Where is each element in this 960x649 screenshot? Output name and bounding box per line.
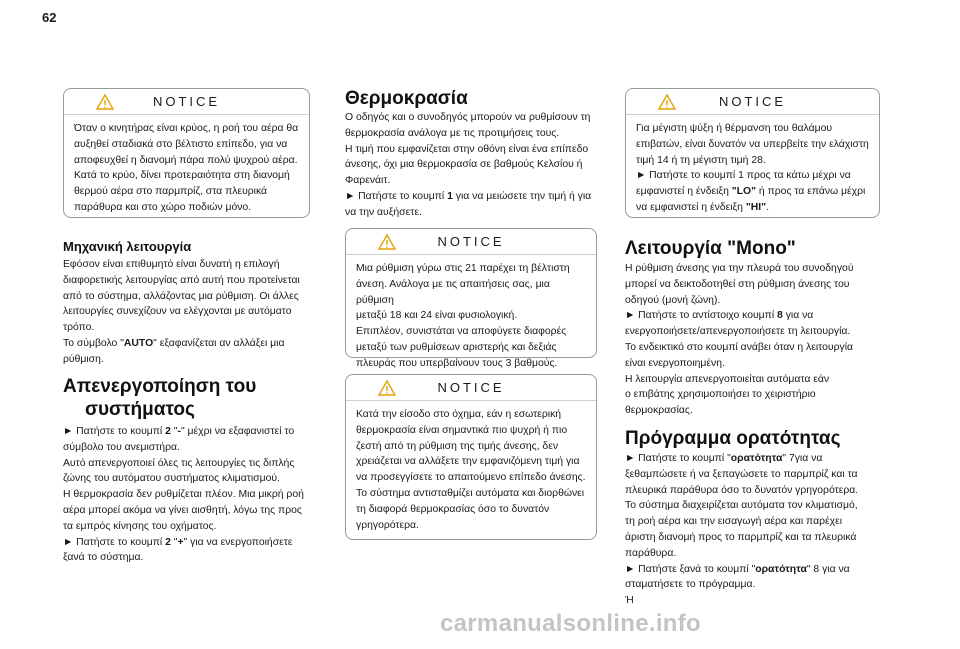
notice-text (356, 407, 586, 533)
notice-text (74, 121, 299, 216)
text-span: " εξαφανίζεται αν αλλάξει μια (153, 337, 285, 349)
text-line: θερμού αέρα στο παρμπρίζ, στα πλευρικά (74, 186, 268, 198)
text-line: ζεστή από τη ρύθμιση της τιμής άνεσης, δεν (356, 440, 559, 452)
notice-title: NOTICE (152, 94, 221, 109)
text-line (63, 535, 323, 551)
text-line: επιβατών, είναι δυνατόν να υπερβείτε την ελάχιστη (636, 138, 869, 150)
text-line: σταματήσετε το πρόγραμμα. (625, 579, 756, 591)
text-span: " (170, 426, 178, 437)
auto-label: AUTO (123, 337, 154, 349)
text-span: " 7για να (782, 453, 823, 464)
text-line: ενεργοποιήσετε/απενεργοποιήσετε τη λειτουργία. (625, 326, 851, 338)
text-line: τη διαφορά θερμοκρασίας όσο το δυνατόν (356, 503, 550, 515)
text-line: μεταξύ των ρυθμίσεων αριστερής και δεξιάς (356, 341, 557, 353)
text-line: ρύθμιση. (63, 353, 104, 365)
text-span: ► Πατήστε ξανά το κουμπί " (625, 563, 756, 575)
text-line: άριστη διανομή προς το παρμπρίζ και τα πλευρικά (625, 531, 857, 543)
deactivation-text (63, 424, 323, 566)
text-line (636, 184, 869, 200)
text-line: ξανά το σύστημα. (63, 552, 144, 564)
text-line: άνεσης, όχι μια θερμοκρασία σε βαθμούς Κελσίου ή (345, 159, 583, 171)
text-span: ► Πατήστε το κουμπί (345, 190, 448, 202)
heading-line: Απενεργοποίηση του (63, 376, 257, 397)
text-line (636, 200, 869, 216)
text-span: για να (782, 310, 814, 322)
warning-triangle-icon (658, 94, 676, 110)
text-line: από το σύστημα, αλλάζοντας μια ρύθμιση. Οι άλλες (63, 290, 299, 302)
text-line: άνεση. Ανάλογα με τις απαιτήσεις σας, μια ρύθμιση (356, 278, 550, 306)
text-line: μεταξύ 18 και 24 είναι φυσιολογική. (356, 310, 518, 322)
notice-text (636, 121, 869, 216)
watermark: carmanualsonline.info (440, 610, 702, 637)
text-line: τρόπο. (63, 322, 95, 334)
text-span: ► Πατήστε το κουμπί (63, 426, 166, 437)
plus-ref: + (177, 536, 184, 548)
text-line (345, 189, 605, 205)
text-span: ► Πατήστε το κουμπί " (625, 453, 731, 464)
text-line: ► Πατήστε το κουμπί 1 προς τα κάτω μέχρι να (636, 170, 851, 182)
text-span: " για να ενεργοποιήσετε (183, 536, 293, 548)
lo-label: "LO" (731, 186, 757, 198)
text-line: θερμοκρασίας. (625, 405, 693, 417)
text-line: αποφευχθεί η διανομή πάρα πολύ ψυχρού αέρα. (74, 154, 298, 166)
text-span: " μέχρι να εξαφανιστεί το (180, 426, 295, 437)
text-line (625, 451, 890, 467)
text-span: " (170, 536, 178, 548)
text-line: Ο οδηγός και ο συνοδηγός μπορούν να ρυθμίσουν τη (345, 112, 591, 123)
text-line: Όταν ο κινητήρας είναι κρύος, η ροή του αέρα θα (74, 123, 299, 134)
text-line: μπορεί να δεικτοδοτηθεί στη ρύθμιση άνεσης του (625, 278, 850, 290)
text-line: τιμή 14 ή τη μέγιστη τιμή 28. (636, 154, 766, 166)
visibility-program-heading: Πρόγραμμα ορατότητας (625, 428, 841, 449)
text-span: εμφανιστεί η ένδειξη (636, 186, 732, 198)
text-span: ή προς τα επάνω μέχρι (756, 186, 866, 198)
text-line: πλευρικά παράθυρα όσο το δυνατόν γρηγορότερα. (625, 484, 859, 496)
notice-box-4 (625, 88, 880, 218)
text-span: ► Πατήστε το αντίστοιχο κουμπί (625, 310, 778, 322)
text-line: θερμοκρασία ανάλογα με τις προτιμήσεις τους. (345, 127, 560, 139)
text-line: πλευράς που υπερβαίνουν τους 3 βαθμούς. (356, 357, 558, 369)
hi-label: "HI" (745, 201, 767, 213)
text-line: είναι ενεργοποιημένη. (625, 357, 725, 369)
text-line (625, 308, 890, 324)
text-line: Το σύστημα αντισταθμίζει αυτόματα και διορθώνει (356, 487, 585, 499)
notice-title: NOTICE (437, 380, 505, 395)
mono-mode-heading: Λειτουργία "Mono" (625, 238, 796, 259)
notice-title: NOTICE (437, 234, 505, 249)
notice-header (346, 229, 596, 255)
text-line: Φαρενάιτ. (345, 175, 391, 187)
notice-header (64, 89, 309, 115)
text-line: τα εμπρός κίνησης του οχήματος. (63, 520, 217, 532)
notice-box-3 (345, 374, 597, 540)
page-number: 62 (42, 10, 57, 25)
text-span: Το σύμβολο " (63, 337, 124, 349)
text-line (63, 336, 313, 352)
text-line: Εφόσον είναι επιθυμητό είναι δυνατή η επιλογή (63, 259, 280, 270)
text-line: ο επιβάτης χρησιμοποιήσει το χειριστήριο (625, 389, 816, 401)
text-line: αυξηθεί σταδιακά στο βέλτιστο επίπεδο, για να (74, 138, 288, 150)
text-line: Το ενδεικτικό στο κουμπί ανάβει όταν η λειτουργία (625, 341, 854, 353)
text-line: Αυτό απενεργοποιεί όλες τις λειτουργίες τις διπλής (63, 457, 295, 469)
text-line: Μια ρύθμιση γύρω στις 21 παρέχει τη βέλτιστη (356, 263, 570, 274)
text-span: ► Πατήστε το κουμπί (63, 536, 166, 548)
text-line: τη ροή αέρα και την εισαγωγή αέρα και παρέχει (625, 516, 843, 528)
button-ref: 2 (165, 536, 171, 548)
visibility-label: ορατότητα (755, 563, 807, 575)
text-line: διαφορετικής λειτουργίας από αυτή που προτείνεται (63, 274, 300, 286)
text-line: λειτουργίες συνεχίζουν να ελέγχονται με αυτόματο (63, 306, 292, 318)
text-line: θερμοκρασία είναι σημαντικά πιο ψυχρή ή πιο (356, 424, 568, 436)
text-line: Κατά το κρύο, δίνει προτεραιότητα στη διανομή (74, 170, 290, 182)
visibility-label: ορατότητα (730, 453, 783, 464)
text-span: για να μειώσετε την τιμή ή για (452, 190, 592, 202)
text-line: Επιπλέον, συνιστάται να αποφύγετε διαφορές (356, 326, 567, 338)
button-ref: 1 (447, 190, 453, 202)
text-line: να την αυξήσετε. (345, 206, 422, 218)
text-line: Κατά την είσοδο στο όχημα, εάν η εσωτερική (356, 409, 562, 420)
text-line: Για μέγιστη ψύξη ή θέρμανση του θαλάμου (636, 123, 833, 134)
text-line (63, 424, 323, 440)
heading-line: συστήματος (85, 399, 195, 420)
notice-text (356, 261, 586, 372)
text-line: να προσεγγίσετε το απαιτούμενο επίπεδο άνεσης. (356, 472, 586, 484)
manual-mode-text (63, 257, 313, 368)
text-line: αέρα μπορεί ακόμα να γίνει αισθητή, λόγω της προς (63, 504, 302, 516)
warning-triangle-icon (96, 94, 114, 110)
minus-ref: - (177, 426, 181, 437)
text-span: να εμφανιστεί η ένδειξη (636, 201, 746, 213)
temperature-text (345, 110, 605, 221)
text-line: χρειάζεται να αλλάξετε την εμφανιζόμενη τιμή για (356, 456, 580, 468)
text-line: ξεθαμπώσετε ή να ξεπαγώσετε το παρμπρίζ και τα (625, 468, 858, 480)
text-span: " 8 για να (806, 563, 850, 575)
text-span: . (766, 201, 769, 213)
text-line: παράθυρα. (625, 547, 677, 559)
text-line (625, 562, 890, 578)
text-line: σύμβολο του ανεμιστήρα. (63, 441, 180, 453)
button-ref: 2 (165, 426, 171, 437)
text-line: οδηγού (μονή ζώνη). (625, 294, 721, 306)
text-line: Το σύστημα διαχειρίζεται αυτόματα τον κλιματισμό, (625, 500, 858, 512)
notice-header (346, 375, 596, 401)
notice-box-1 (63, 88, 310, 218)
text-line: Η θερμοκρασία δεν ρυθμίζεται πλέον. Μια μικρή ροή (63, 489, 304, 501)
text-line: ζώνης του αυτόματου συστήματος κλιματισμού. (63, 473, 280, 485)
temperature-heading: Θερμοκρασία (345, 88, 468, 109)
mono-mode-text (625, 261, 890, 419)
visibility-program-text (625, 451, 890, 609)
notice-title: NOTICE (718, 94, 787, 109)
warning-triangle-icon (378, 234, 396, 250)
button-ref: 8 (777, 310, 783, 322)
notice-box-2 (345, 228, 597, 369)
text-line: Η λειτουργία απενεργοποιείται αυτόματα εάν (625, 373, 830, 385)
text-line: Η ρύθμιση άνεσης για την πλευρά του συνοδηγού (625, 263, 854, 274)
text-line: Η τιμή που εμφανίζεται στην οθόνη είναι ένα επίπεδο (345, 143, 589, 155)
text-line: παράθυρα και στο χώρο ποδιών μόνο. (74, 201, 252, 213)
text-line: γρηγορότερα. (356, 519, 419, 531)
warning-triangle-icon (378, 380, 396, 396)
manual-mode-heading: Μηχανική λειτουργία (63, 239, 192, 254)
deactivation-heading (63, 375, 256, 421)
text-line: Ή (625, 595, 634, 607)
notice-header (626, 89, 879, 115)
